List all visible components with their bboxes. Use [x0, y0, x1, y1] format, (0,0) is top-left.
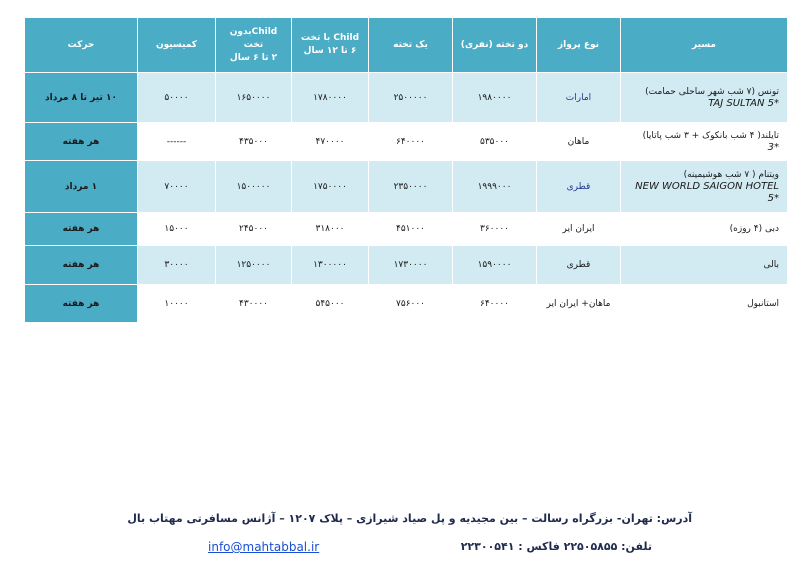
- hotel-name: TAJ SULTAN 5*: [708, 97, 779, 109]
- single-room-price: ۲۳۵۰۰۰۰: [369, 161, 453, 213]
- route-name: بالی: [763, 260, 779, 270]
- single-room-price: ۱۷۳۰۰۰۰: [369, 246, 453, 285]
- double-room-price: ۳۶۰۰۰۰: [453, 213, 537, 246]
- single-room-price: ۴۵۱۰۰۰: [369, 213, 453, 246]
- hotel-name: NEW WORLD SAIGON HOTEL 5*: [635, 180, 779, 204]
- route-name: دبی (۴ روزه): [729, 224, 779, 234]
- commission-value: ۷۰۰۰۰: [138, 161, 216, 213]
- table-row: [25, 161, 788, 213]
- footer-address: آدرس: تهران- بزرگراه رسالت – بین مجیدیه و پل صیاد شیرازی – پلاک ۱۲۰۷ – آژانس مسافرتی مهتاب بال: [127, 512, 692, 525]
- header-commission: کمیسیون: [138, 18, 216, 73]
- route-cell: [621, 161, 788, 213]
- single-room-price: ۷۵۶۰۰۰: [369, 285, 453, 323]
- table-header-row: [25, 18, 788, 73]
- child-nobed-price: ۱۵۰۰۰۰۰: [216, 161, 292, 213]
- header-child-with-bed: Child با تخت ۶ تا ۱۲ سال: [292, 18, 369, 73]
- hotel-name: 3*: [767, 141, 779, 153]
- departure-value: هر هفته: [25, 246, 138, 285]
- double-room-price: ۱۵۹۰۰۰۰: [453, 246, 537, 285]
- route-name: تایلند( ۴ شب بانکوک + ۳ شب پاتایا): [642, 130, 779, 141]
- child-bed-price: ۵۴۵۰۰۰: [292, 285, 369, 323]
- route-cell: [621, 123, 788, 161]
- commission-value: ۱۰۰۰۰: [138, 285, 216, 323]
- header-route: مسیر: [621, 18, 788, 73]
- route-cell: [621, 73, 788, 123]
- commission-value: ۵۰۰۰۰: [138, 73, 216, 123]
- route-cell: [621, 213, 788, 246]
- child-nobed-price: ۴۳۰۰۰۰: [216, 285, 292, 323]
- route-name: استانبول: [747, 298, 779, 309]
- header-double-room: دو تخته (نفری): [453, 18, 537, 73]
- table-row: [25, 285, 788, 323]
- flight-type-cell: قطری: [537, 161, 621, 213]
- route-name: تونس (۷ شب شهر ساحلی حمامت): [645, 86, 779, 97]
- flight-type-cell: ایران ایر: [537, 213, 621, 246]
- child-nobed-price: ۴۳۵۰۰۰: [216, 123, 292, 161]
- table-row: [25, 213, 788, 246]
- header-single-room: یک تخته: [369, 18, 453, 73]
- single-room-price: ۶۴۰۰۰۰: [369, 123, 453, 161]
- table-row: [25, 246, 788, 285]
- commission-value: ------: [138, 123, 216, 161]
- departure-value: هر هفته: [25, 213, 138, 246]
- child-nobed-price: ۱۲۵۰۰۰۰: [216, 246, 292, 285]
- commission-value: ۱۵۰۰۰: [138, 213, 216, 246]
- route-cell: [621, 246, 788, 285]
- flight-type-cell: ماهان+ ایران ایر: [537, 285, 621, 323]
- tour-price-table: [24, 17, 788, 323]
- header-departure: حرکت: [25, 18, 138, 73]
- email-link[interactable]: info@mahtabbal.ir: [208, 540, 320, 554]
- flight-type-cell: امارات: [537, 73, 621, 123]
- departure-value: ۱ مرداد: [25, 161, 138, 213]
- double-room-price: ۵۳۵۰۰۰: [453, 123, 537, 161]
- departure-value: ۱۰ تیر تا ۸ مرداد: [25, 73, 138, 123]
- flight-type-cell: ماهان: [537, 123, 621, 161]
- route-cell: [621, 285, 788, 323]
- footer-phone-fax: تلفن: ۲۲۵۰۵۸۵۵ فاکس : ۲۲۳۰۰۵۴۱: [460, 540, 652, 553]
- route-name: ویتنام ( ۷ شب هوشیمینه): [683, 169, 779, 180]
- double-room-price: ۶۴۰۰۰۰: [453, 285, 537, 323]
- departure-value: هر هفته: [25, 123, 138, 161]
- child-bed-price: ۴۷۰۰۰۰: [292, 123, 369, 161]
- header-child-no-bed: Childبدون تخت ۲ تا ۶ سال: [216, 18, 292, 73]
- table-row: [25, 73, 788, 123]
- table-row: [25, 123, 788, 161]
- child-bed-price: ۱۳۰۰۰۰۰: [292, 246, 369, 285]
- commission-value: ۳۰۰۰۰: [138, 246, 216, 285]
- header-flight-type: نوع پرواز: [537, 18, 621, 73]
- child-bed-price: ۱۷۵۰۰۰۰: [292, 161, 369, 213]
- single-room-price: ۲۵۰۰۰۰۰: [369, 73, 453, 123]
- child-bed-price: ۳۱۸۰۰۰: [292, 213, 369, 246]
- child-nobed-price: ۲۴۵۰۰۰: [216, 213, 292, 246]
- double-room-price: ۱۹۸۰۰۰۰: [453, 73, 537, 123]
- child-bed-price: ۱۷۸۰۰۰۰: [292, 73, 369, 123]
- departure-value: هر هفته: [25, 285, 138, 323]
- child-nobed-price: ۱۶۵۰۰۰۰: [216, 73, 292, 123]
- double-room-price: ۱۹۹۹۰۰۰: [453, 161, 537, 213]
- flight-type-cell: قطری: [537, 246, 621, 285]
